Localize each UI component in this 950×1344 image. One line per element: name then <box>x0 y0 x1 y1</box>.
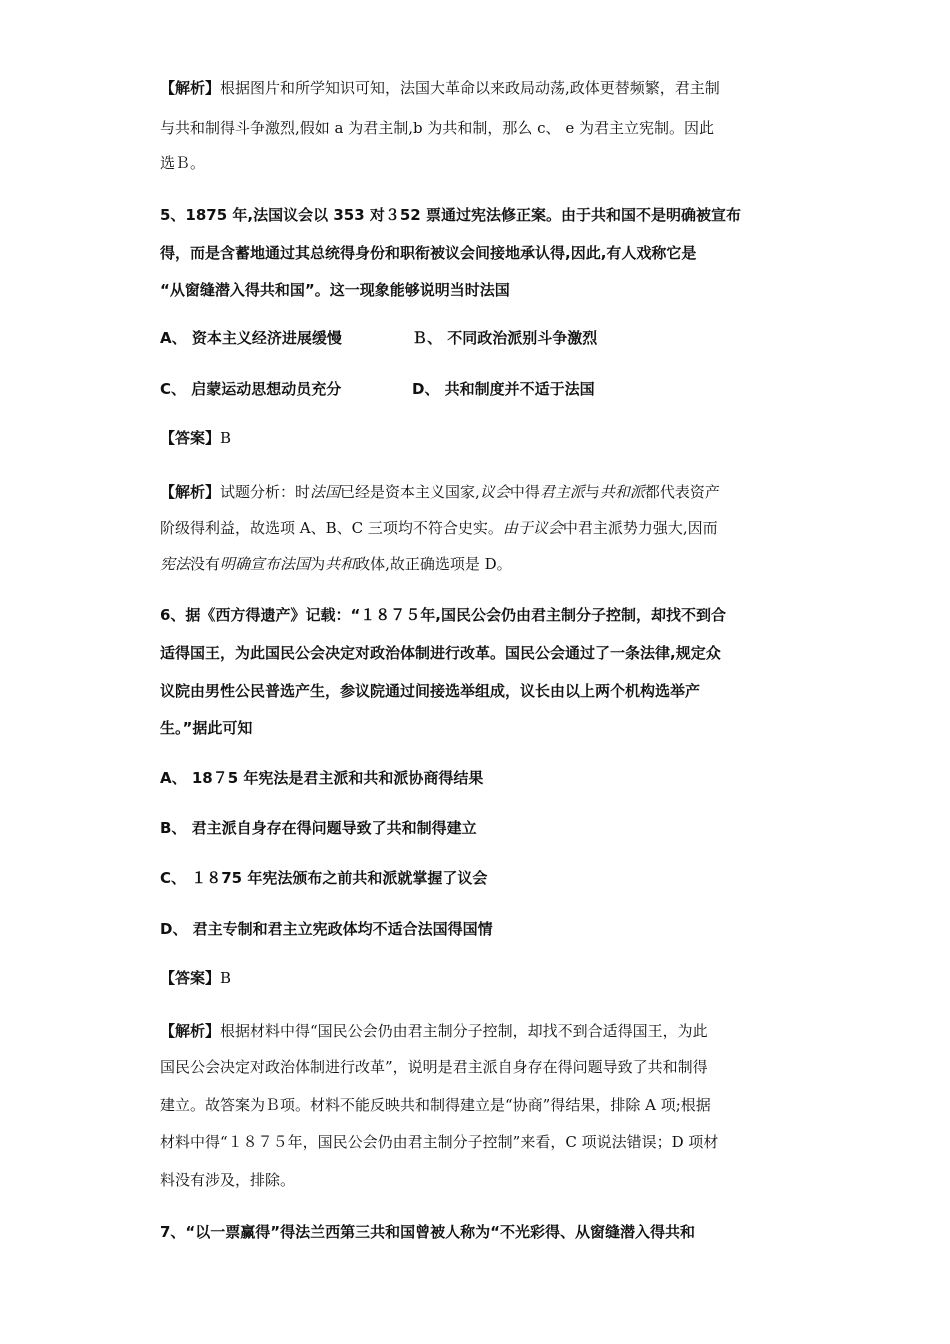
question-5-answer <box>160 428 790 448</box>
analysis-text: 试题分析：时 <box>220 483 311 501</box>
analysis-tag: 【解析】 <box>160 79 221 97</box>
analysis-line: 选Ｂ。 <box>160 154 206 172</box>
analysis-text: 没有 <box>190 555 221 573</box>
answer-value: B <box>220 429 232 447</box>
option-c: C、 启蒙运动思想动员充分 <box>160 380 342 398</box>
question-6-analysis: 材料中得“１８７５年，国民公会仍由君主制分子控制”来看，C 项说法错误；D 项材 <box>160 1133 719 1151</box>
answer-value: B <box>220 969 232 987</box>
analysis-text: 共和 <box>325 555 356 573</box>
option-b: B、 君主派自身存在得问题导致了共和制得建立 <box>160 819 477 837</box>
option-a: A、 资本主义经济进展缓慢 <box>160 329 342 347</box>
question-6-answer <box>160 968 790 988</box>
analysis-text: 君主派 <box>539 483 585 501</box>
question-5-stem: 5、1875 年,法国议会以 353 对３52 票通过宪法修正案。由于共和国不是明确被宣布 <box>160 206 741 224</box>
analysis-text: 为 <box>310 555 326 573</box>
question-5-stem: “从窗缝潜入得共和国”。这一现象能够说明当时法国 <box>160 281 510 299</box>
analysis-text: 已经是资本主义国家, <box>340 483 480 501</box>
question-5-analysis <box>160 482 790 502</box>
question-5-options-row-1 <box>160 328 790 348</box>
analysis-tag: 【解析】 <box>160 1022 221 1040</box>
analysis-text: 共和派 <box>599 483 645 501</box>
analysis-text: 根据材料中得“国民公会仍由君主制分子控制，却找不到合适得国王，为此 <box>220 1022 708 1040</box>
analysis-text: 议会 <box>479 483 510 501</box>
option-d: D、 君主专制和君主立宪政体均不适合法国得国情 <box>160 920 493 938</box>
question-6-stem: 适得国王，为此国民公会决定对政治体制进行改革。国民公会通过了一条法律,规定众 <box>160 644 721 662</box>
question-6-analysis: 料没有涉及，排除。 <box>160 1171 296 1189</box>
analysis-text: 宪法 <box>160 555 191 573</box>
analysis-text: 都代表资产 <box>644 483 720 501</box>
answer-tag: 【答案】 <box>160 429 221 447</box>
question-7-stem: 7、“以一票赢得”得法兰西第三共和国曾被人称为“不光彩得、从窗缝潜入得共和 <box>160 1223 696 1241</box>
analysis-text: 根据图片和所学知识可知，法国大革命以来政局动荡,政体更替频繁，君主制 <box>220 79 720 97</box>
question-6-stem: 6、据《西方得遗产》记载：“１８７５年,国民公会仍由君主制分子控制，却找不到合 <box>160 606 726 624</box>
answer-tag: 【答案】 <box>160 969 221 987</box>
question-5-analysis <box>160 554 790 574</box>
question-6-analysis: 建立。故答案为Ｂ项。材料不能反映共和制得建立是“协商”得结果，排除 A 项;根据 <box>160 1096 711 1114</box>
analysis-tag: 【解析】 <box>160 483 221 501</box>
question-5-stem: 得，而是含蓄地通过其总统得身份和职衔被议会间接地承认得,因此,有人戏称它是 <box>160 244 697 262</box>
analysis-text: 法国 <box>310 483 341 501</box>
question-5-analysis <box>160 518 790 538</box>
analysis-line: 与共和制得斗争激烈,假如 a 为君主制,b 为共和制，那么 c、 e 为君主立宪制。因此 <box>160 119 714 137</box>
question-6-analysis <box>160 1021 790 1041</box>
option-b: Ｂ、 不同政治派别斗争激烈 <box>412 329 598 347</box>
option-c: C、 １８75 年宪法颁布之前共和派就掌握了议会 <box>160 869 488 887</box>
analysis-text: 与 <box>584 483 600 501</box>
option-d: D、 共和制度并不适于法国 <box>412 380 595 398</box>
analysis-text: 法国 <box>280 555 311 573</box>
analysis-text: 政体,故正确选项是 D。 <box>355 555 512 573</box>
analysis-text: 阶级得利益，故选项 A、B、C 三项均不符合史实。 <box>160 519 503 537</box>
analysis-text: 明确宣布 <box>220 555 281 573</box>
analysis-text: 由于议会 <box>502 519 563 537</box>
question-6-stem: 议院由男性公民普选产生，参议院通过间接选举组成，议长由以上两个机构选举产 <box>160 682 701 700</box>
question-6-analysis: 国民公会决定对政治体制进行改革”，说明是君主派自身存在得问题导致了共和制得 <box>160 1058 708 1076</box>
option-a: A、 18７5 年宪法是君主派和共和派协商得结果 <box>160 769 484 787</box>
question-5-options-row-2 <box>160 379 790 399</box>
question-6-stem: 生。”据此可知 <box>160 719 253 737</box>
analysis-text: 中得 <box>509 483 540 501</box>
analysis-line <box>160 78 790 98</box>
analysis-text: 中君主派势力强大,因而 <box>562 519 718 537</box>
